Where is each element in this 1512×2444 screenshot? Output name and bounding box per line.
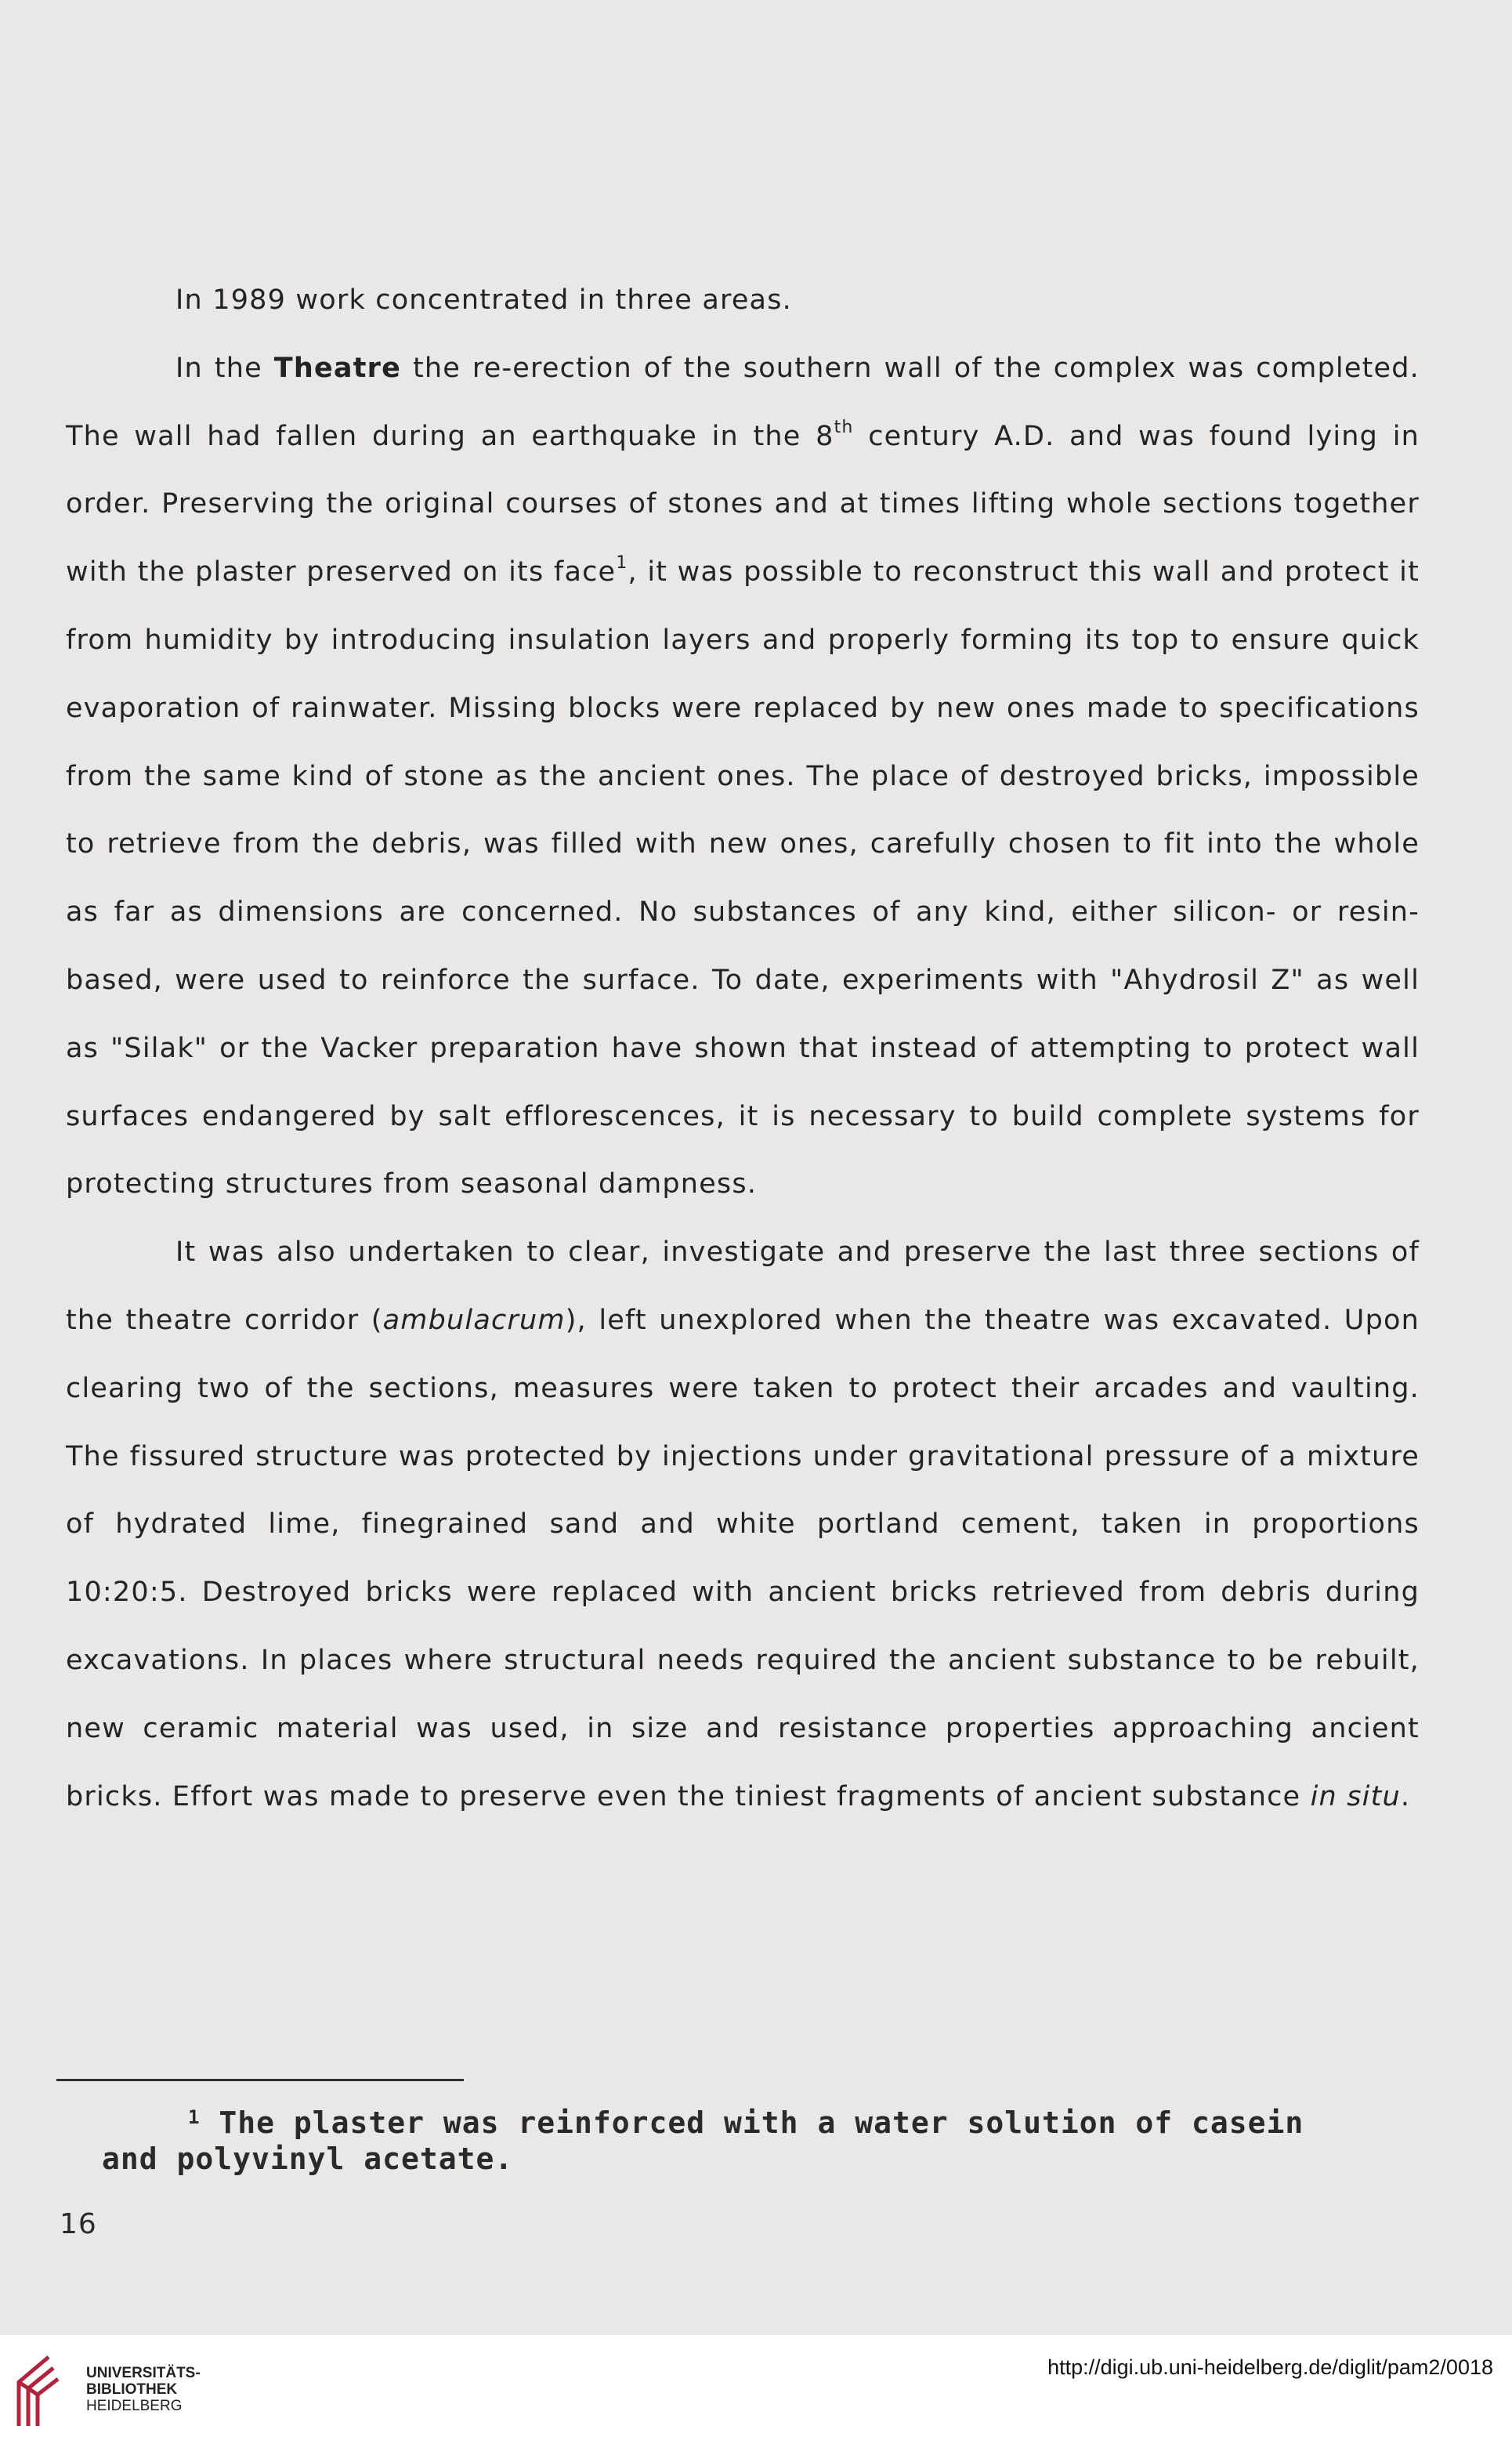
- footnote-line-2: and polyvinyl acetate.: [102, 2142, 514, 2176]
- paragraph-theatre: [66, 335, 1420, 1218]
- paragraph-theatre-text-c: century A.D. and was found lying in order. Preserving the original courses of stones and at times lifting whole sections together with the plaster preserved on its face: [66, 420, 1420, 588]
- theatre-heading-word: Theatre: [273, 352, 402, 384]
- paragraph-theatre-text-a: In the: [175, 352, 274, 384]
- ambulacrum-term: ambulacrum: [382, 1304, 566, 1336]
- paragraph-corridor: [66, 1218, 1420, 1830]
- footnote: [102, 2105, 1387, 2177]
- library-name-line-1: UNIVERSITÄTS-: [86, 2365, 201, 2381]
- footnote-line-1-text: The plaster was reinforced with a water solution of casein: [219, 2105, 1304, 2140]
- source-url-link[interactable]: http://digi.ub.uni-heidelberg.de/diglit/pam2/0018: [1047, 2355, 1493, 2379]
- footnote-reference: 1: [616, 553, 628, 574]
- paragraph-corridor-text-c: .: [1400, 1780, 1411, 1812]
- in-situ-term: in situ: [1310, 1780, 1401, 1812]
- footnote-divider: [56, 2079, 464, 2081]
- paragraph-intro: [66, 266, 1420, 335]
- paragraph-theatre-text-d: , it was possible to reconstruct this wall and protect it from humidity by introducing insulation layers and properly forming its top to ensure quick evaporation of rainwater. Missing blocks were replaced by new ones made to specifications from the same kind of stone as the ancient ones. The place of destroyed bricks, impossible to retrieve from the debris, was filled with new ones, carefully chosen to fit into the whole as far as dimensions are concerned. No substances of any kind, either silicon- or resin-based, were used to reinforce the surface. To date, experiments with "Ahydrosil Z" as well as "Silak" or the Vacker preparation have shown that instead of attempting to protect wall surfaces endangered by salt efflorescences, it is necessary to build complete systems for protecting structures from seasonal dampness.: [66, 556, 1420, 1200]
- footnote-line-1: [102, 2105, 1387, 2141]
- page-number: 16: [60, 2208, 97, 2240]
- footnote-marker: 1: [188, 2106, 201, 2128]
- paragraph-theatre-text-b: the re-erection of the southern wall of the complex was completed. The wall had fallen during an earthquake in the 8: [66, 352, 1420, 452]
- paragraph-corridor-text-a: It was also undertaken to clear, investigate and preserve the last three sections of the theatre corridor (: [66, 1236, 1420, 1336]
- paragraph-intro-text: In 1989 work concentrated in three areas.: [175, 284, 792, 316]
- paragraph-corridor-text-b: ), left unexplored when the theatre was excavated. Upon clearing two of the sections, measures were taken to protect their arcades and vaulting. The fissured structure was protected by injections under gravitational pressure of a mixture of hydrated lime, finegrained sand and white portland cement, taken in proportions 10:20:5. Destroyed bricks were replaced with ancient bricks retrieved from debris during excavations. In places where structural needs required the ancient substance to be rebuilt, new ceramic material was used, in size and resistance properties approaching ancient bricks. Effort was made to preserve even the tiniest fragments of ancient substance: [66, 1304, 1420, 1812]
- body-text: [66, 266, 1420, 1830]
- ordinal-superscript: th: [834, 417, 854, 437]
- library-name: [86, 2365, 201, 2414]
- library-name-line-2: BIBLIOTHEK: [86, 2381, 178, 2398]
- library-name-line-3: HEIDELBERG: [86, 2398, 183, 2414]
- heidelberg-library-logo-icon: [14, 2351, 77, 2429]
- digitization-footer: [0, 2335, 1512, 2444]
